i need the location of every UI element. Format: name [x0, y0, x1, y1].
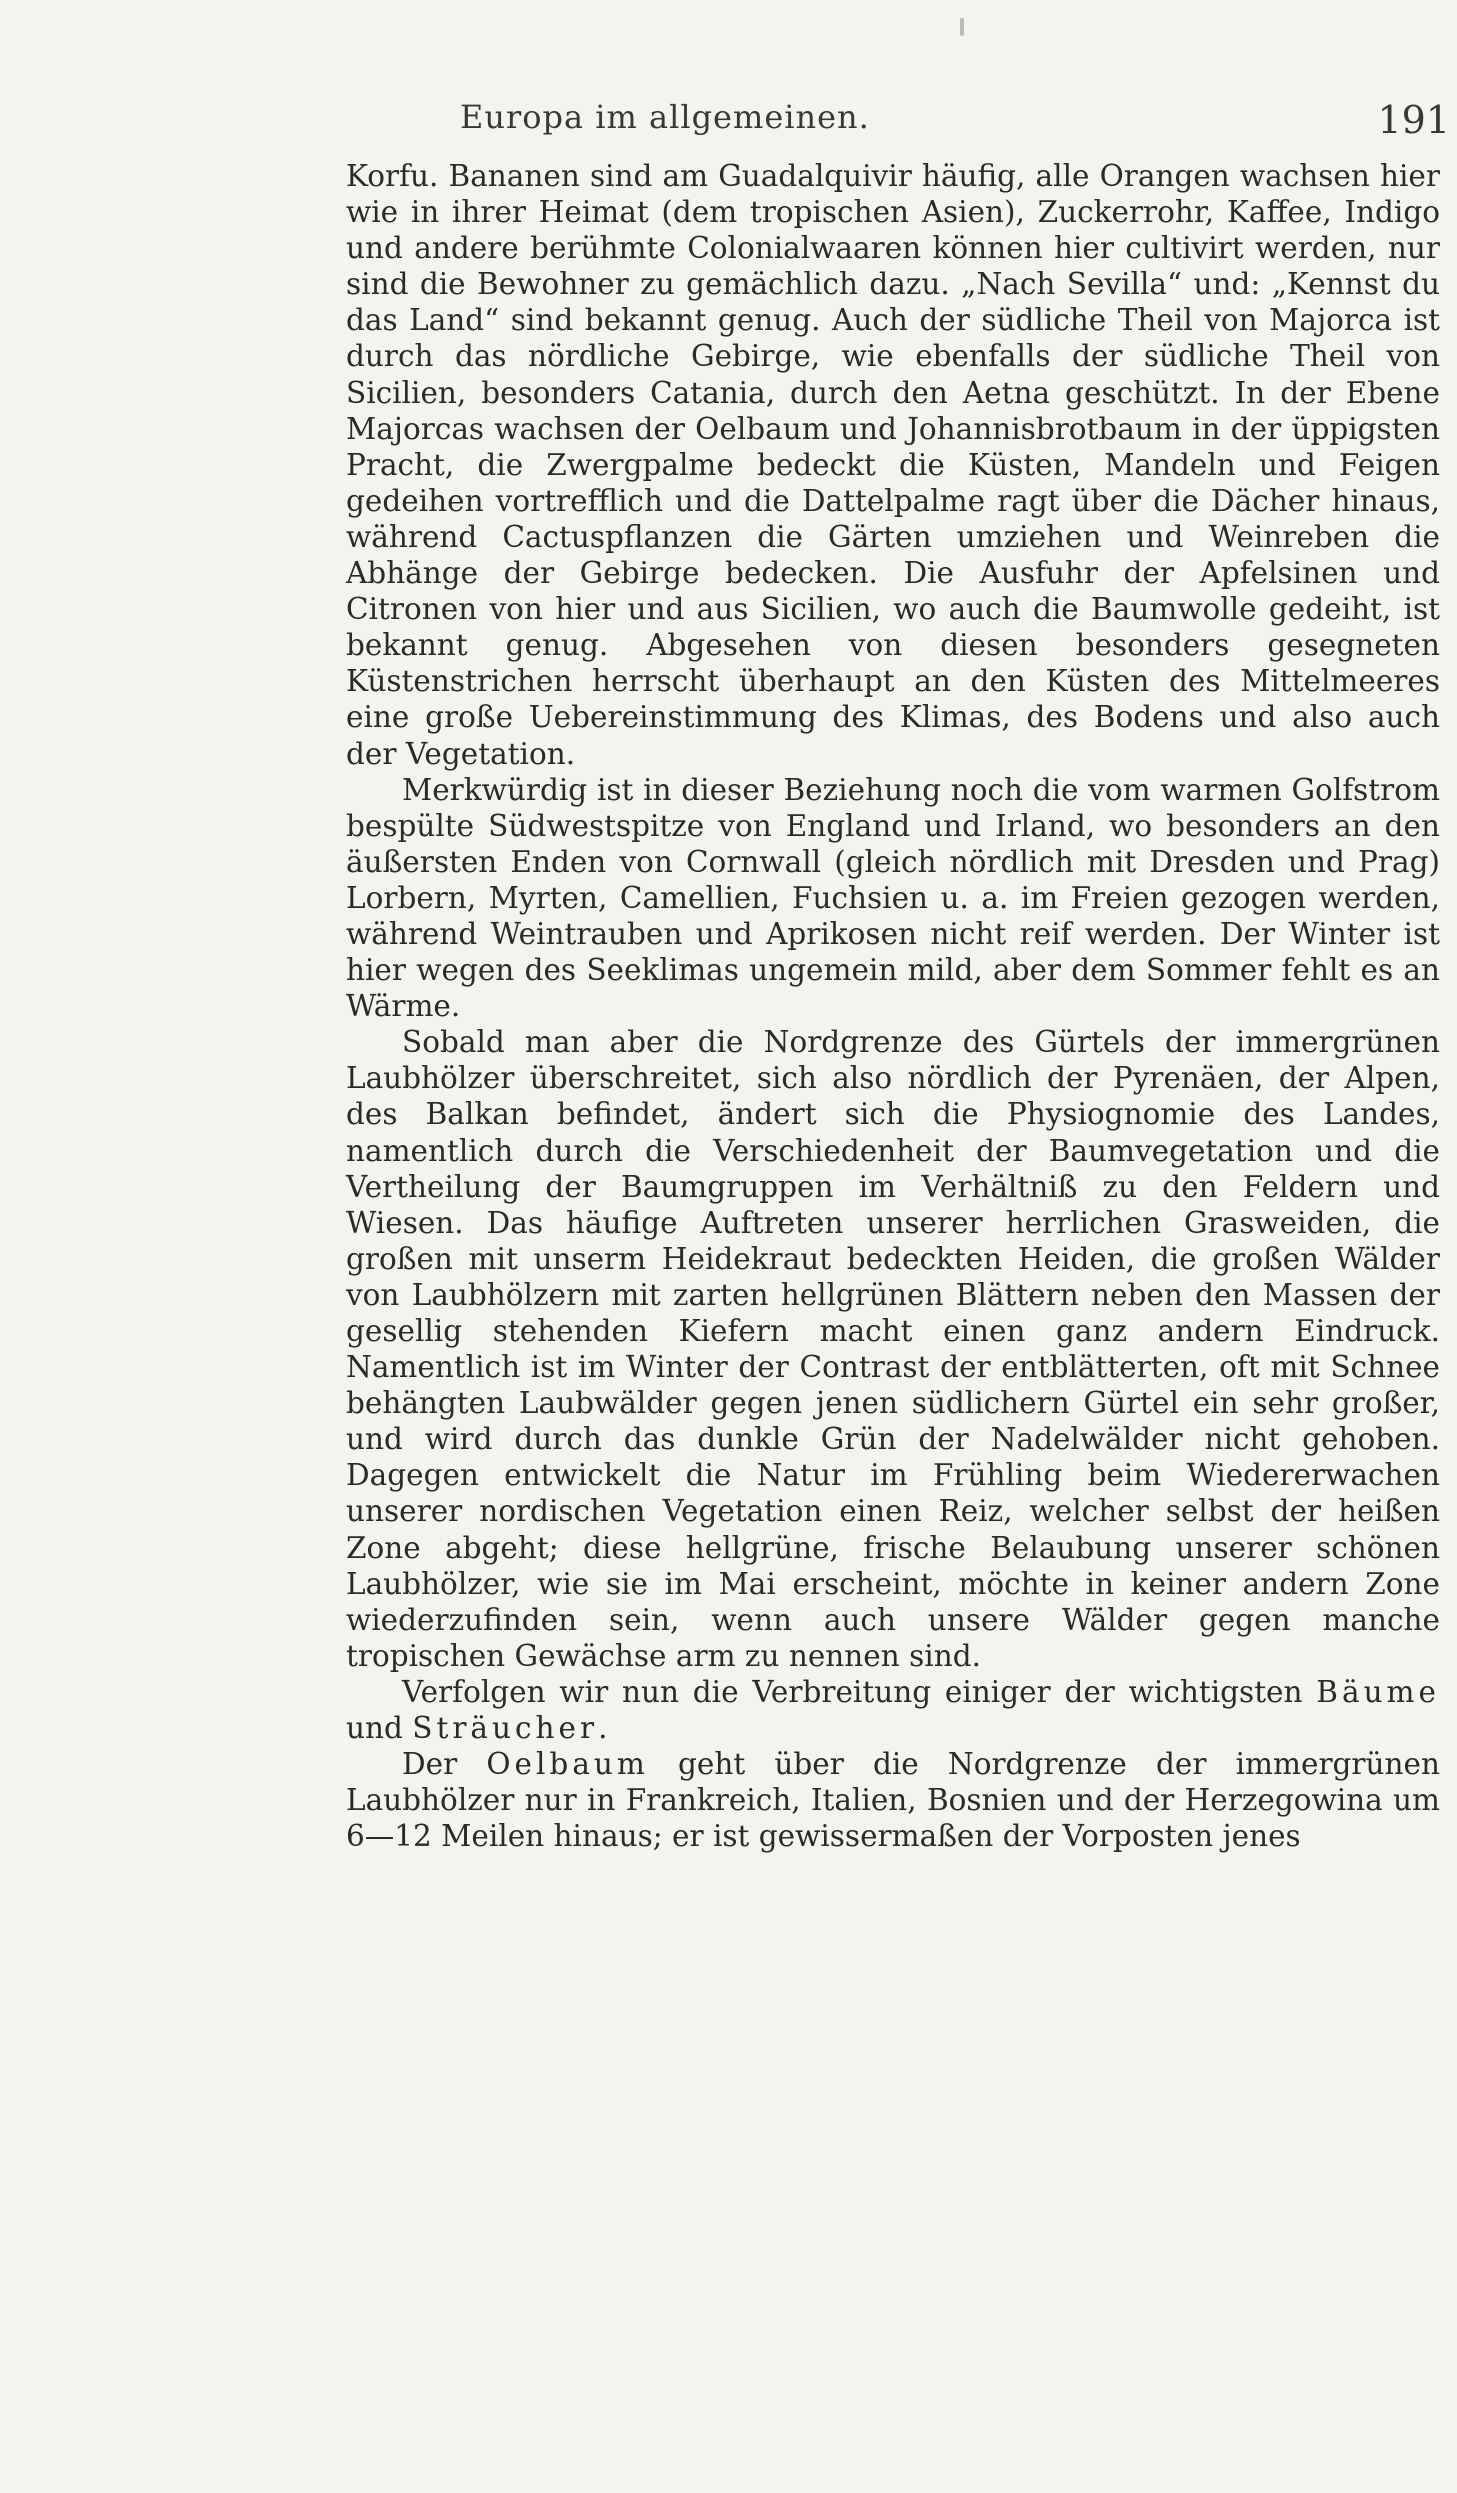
emphasized-term: Sträucher: [412, 1711, 599, 1746]
paragraph: [346, 1746, 1440, 1854]
paragraph-text: Verfolgen wir nun die Verbreitung einiger der wichtigsten: [402, 1674, 1317, 1709]
paragraph: Korfu. Bananen sind am Guadalquivir häufig, alle Orangen wachsen hier wie in ihrer Heimat (dem tropischen Asien), Zuckerrohr, Kaffee, Indigo und andere berühmte Colonialwaaren können hier cultivirt werden, nur sind die Bewohner zu gemächlich dazu. „Nach Sevilla“ und: „Kennst du das Land“ sind bekannt genug. Auch der südliche Theil von Majorca ist durch das nördliche Gebirge, wie ebenfalls der südliche Theil von Sicilien, besonders Catania, durch den Aetna geschützt. In der Ebene Majorcas wachsen der Oelbaum und Johannisbrotbaum in der üppigsten Pracht, die Zwergpalme bedeckt die Küsten, Mandeln und Feigen gedeihen vortrefflich und die Dattelpalme ragt über die Dächer hinaus, während Cactuspflanzen die Gärten umziehen und Weinreben die Abhänge der Gebirge bedecken. Die Ausfuhr der Apfelsinen und Citronen von hier und aus Sicilien, wo auch die Baumwolle gedeiht, ist bekannt genug. Abgesehen von diesen besonders gesegneten Küstenstrichen herrscht überhaupt an den Küsten des Mittelmeeres eine große Uebereinstimmung des Klimas, des Bodens und also auch der Vegetation.: [346, 159, 1440, 771]
paragraph-text: geht über die Nordgrenze der immergrünen Laubhölzer nur in Frankreich, Italien, Bosnien und der Herzegowina um 6—12 Meilen hinaus; er ist gewissermaßen der Vorposten jenes: [346, 1747, 1440, 1854]
paragraph-text: Der: [402, 1747, 487, 1782]
page-number: 191: [1377, 98, 1450, 142]
body-text: [346, 158, 1440, 1854]
emphasized-term: Bäume: [1316, 1674, 1440, 1709]
paragraph: Merkwürdig ist in dieser Beziehung noch die vom warmen Golfstrom bespülte Südwestspitze von England und Irland, wo besonders an den äußersten Enden von Cornwall (gleich nördlich mit Dresden und Prag) Lorbern, Myrten, Camellien, Fuchsien u. a. im Freien gezogen werden, während Weintrauben und Aprikosen nicht reif werden. Der Winter ist hier wegen des Seeklimas ungemein mild, aber dem Sommer fehlt es an Wärme.: [346, 772, 1440, 1024]
paragraph-text: und: [346, 1711, 413, 1746]
running-title: Europa im allgemeinen.: [460, 98, 870, 136]
paragraph: [346, 1674, 1440, 1746]
page-header: [340, 98, 1450, 158]
paragraph-text: .: [598, 1711, 608, 1746]
emphasized-term: Oelbaum: [486, 1747, 649, 1782]
print-speck: [960, 18, 964, 36]
paragraph: Sobald man aber die Nordgrenze des Gürtels der immergrünen Laubhölzer überschreitet, sich also nördlich der Pyrenäen, der Alpen, des Balkan befindet, ändert sich die Physiognomie des Landes, namentlich durch die Verschiedenheit der Baumvegetation und die Vertheilung der Baumgruppen im Verhältniß zu den Feldern und Wiesen. Das häufige Auftreten unserer herrlichen Grasweiden, die großen mit unserm Heidekraut bedeckten Heiden, die großen Wälder von Laubhölzern mit zarten hellgrünen Blättern neben den Massen der gesellig stehenden Kiefern macht einen ganz andern Eindruck. Namentlich ist im Winter der Contrast der entblätterten, oft mit Schnee behängten Laubwälder gegen jenen südlichern Gürtel ein sehr großer, und wird durch das dunkle Grün der Nadelwälder nicht gehoben. Dagegen entwickelt die Natur im Frühling beim Wiedererwachen unserer nordischen Vegetation einen Reiz, welcher selbst der heißen Zone abgeht; diese hellgrüne, frische Belaubung unserer schönen Laubhölzer, wie sie im Mai erscheint, möchte in keiner andern Zone wiederzufinden sein, wenn auch unsere Wälder gegen manche tropischen Gewächse arm zu nennen sind.: [346, 1025, 1440, 1673]
